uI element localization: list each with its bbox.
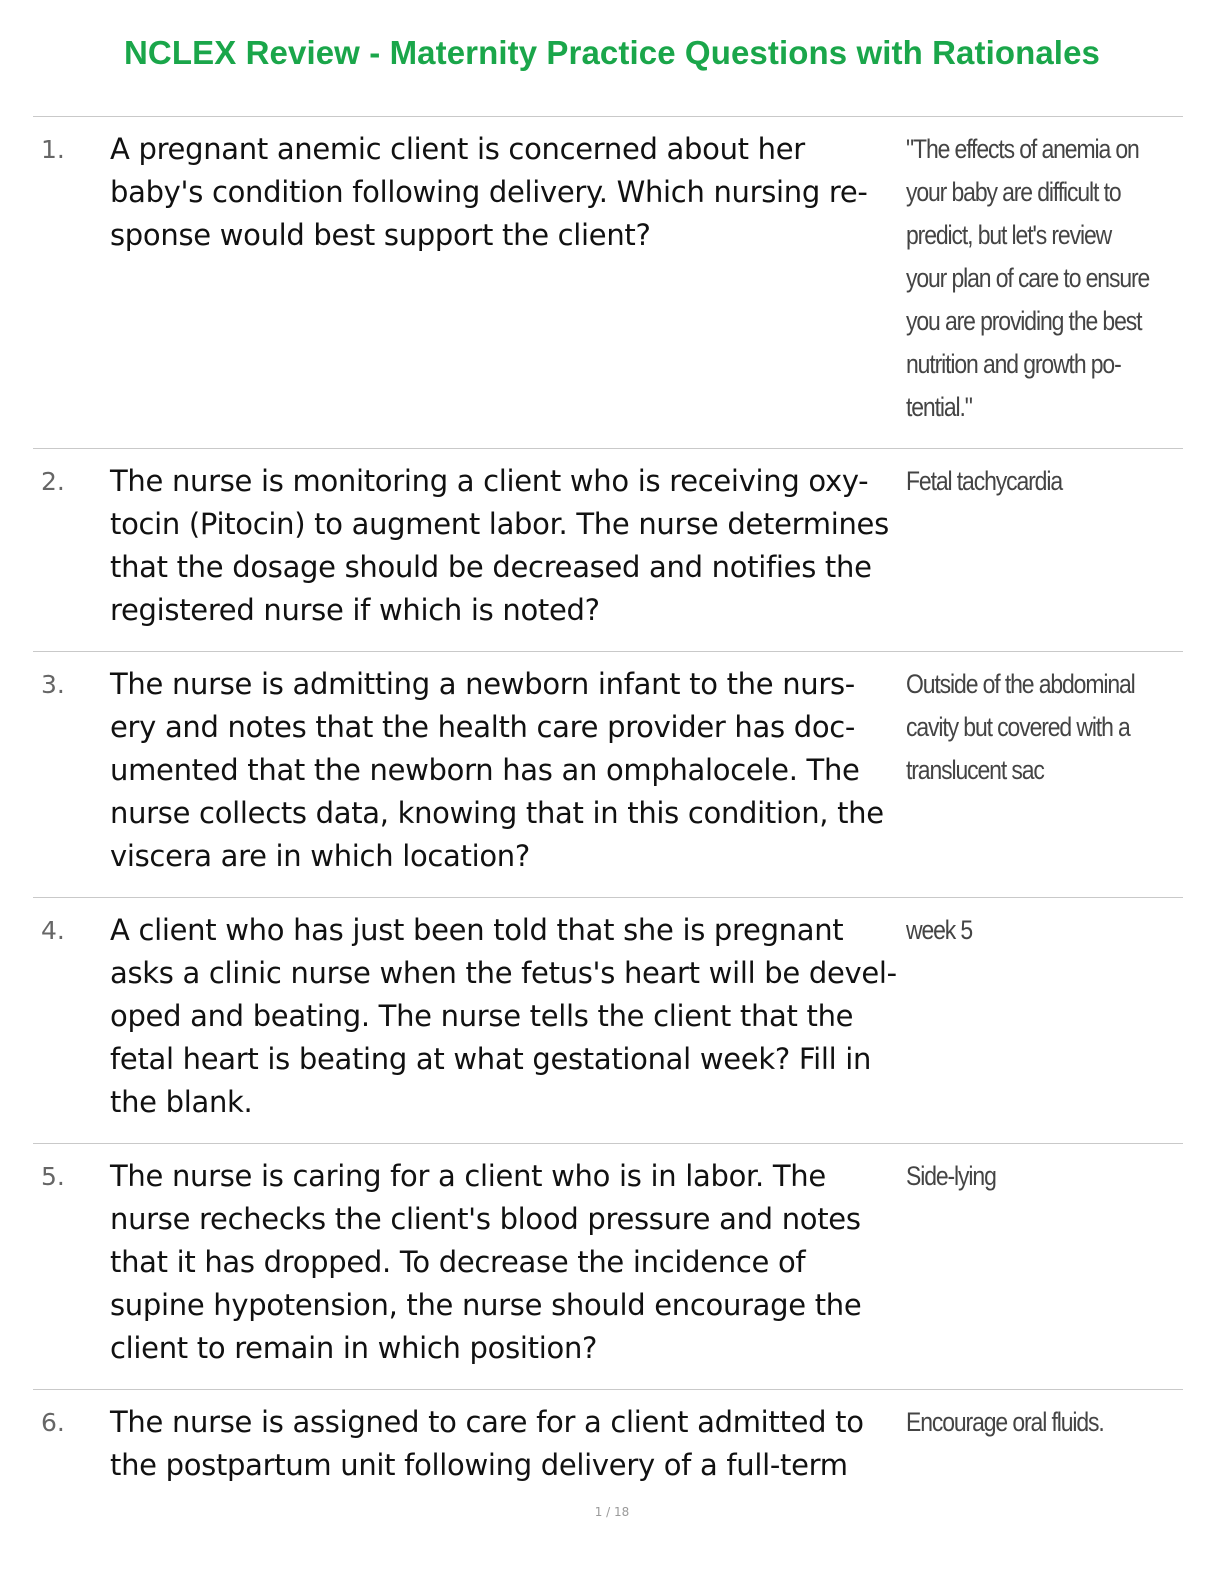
card-question: The nurse is admitting a newborn infant to the nurs- ery and notes that the health care provider has doc- umented that the newborn has an omphalocele. The nurse collects data, knowing that in this condition, the viscera are in which location?	[110, 667, 884, 873]
card-number: 1.	[41, 135, 65, 164]
divider	[33, 448, 1183, 449]
divider	[33, 897, 1183, 898]
divider	[33, 1389, 1183, 1390]
divider	[33, 116, 1183, 117]
card-number: 5.	[41, 1162, 65, 1191]
card-answer: Encourage oral fluids.	[906, 1407, 1104, 1437]
card-question: A client who has just been told that she is pregnant asks a clinic nurse when the fetus's heart will be devel- oped and beating. The nurse tells the client that the fetal heart is beating at what gestational week? Fill in the blank.	[110, 913, 897, 1119]
card-number: 6.	[41, 1408, 65, 1437]
card-answer: Outside of the abdominal cavity but covered with a translucent sac	[906, 669, 1135, 785]
card-question: The nurse is assigned to care for a client admitted to the postpartum unit following delivery of a full-term	[110, 1405, 864, 1482]
page-number: 1 / 18	[594, 1505, 630, 1519]
divider	[33, 1143, 1183, 1144]
card-question: The nurse is monitoring a client who is receiving oxy- tocin (Pitocin) to augment labor. The nurse determines that the dosage should be decreased and notifies the registered nurse if which is noted?	[110, 464, 889, 627]
page-title: NCLEX Review - Maternity Practice Questions with Rationales	[124, 34, 1100, 71]
card-number: 2.	[41, 467, 65, 496]
card-question: A pregnant anemic client is concerned about her baby's condition following delivery. Which nursing re- sponse would best support the client?	[110, 132, 868, 252]
card-answer: "The effects of anemia on your baby are difficult to predict, but let's review your plan of care to ensure you are providing the best nutrition and growth po- tential."	[906, 134, 1150, 422]
card-number: 4.	[41, 916, 65, 945]
card-answer: Side-lying	[906, 1161, 996, 1191]
card-answer: Fetal tachycardia	[906, 466, 1062, 496]
divider	[33, 651, 1183, 652]
card-answer: week 5	[906, 915, 973, 945]
card-number: 3.	[41, 670, 65, 699]
card-question: The nurse is caring for a client who is in labor. The nurse rechecks the client's blood pressure and notes that it has dropped. To decrease the incidence of supine hypotension, the nurse should encourage the client to remain in which position?	[110, 1159, 862, 1365]
